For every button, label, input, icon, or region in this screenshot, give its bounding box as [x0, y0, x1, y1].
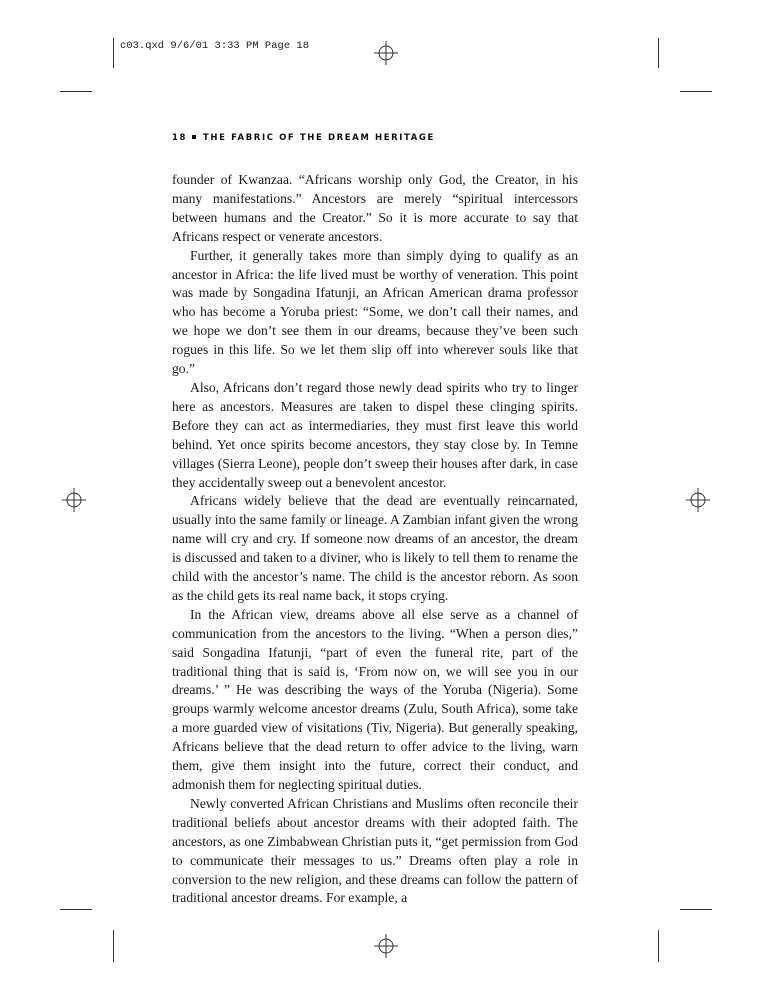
crop-mark-bottom-left-vertical [113, 930, 114, 962]
registration-mark-top [374, 41, 398, 65]
paragraph: Further, it generally takes more than simply dying to qualify as an ancestor in Africa: the life lived must be worthy of veneration. This point was made by Songadina Ifatunji, an African American drama professor who has become a Yoruba priest: “Some, we don’t call their names, and we hope we don’t see them in our dreams, because they’ve been such rogues in this life. So we let them slip off into wherever souls like that go.” [172, 247, 578, 377]
crop-mark-bottom-right-vertical [658, 930, 659, 962]
crop-mark-top-left-horizontal [60, 91, 92, 92]
registration-mark-right [686, 488, 710, 512]
crop-mark-top-left-vertical [113, 38, 114, 68]
page-number: 18 [172, 133, 188, 143]
registration-mark-left [62, 488, 86, 512]
body-text [172, 171, 578, 908]
bullet-separator [192, 135, 196, 139]
paragraph: founder of Kwanzaa. “Africans worship only God, the Creator, in his many manifestations.” Ancestors are merely “spiritual intercessors between humans and the Creator.” So it is more accurate to say that Africans respect or venerate ancestors. [172, 172, 578, 244]
running-head-title: THE FABRIC OF THE DREAM HERITAGE [203, 133, 435, 143]
paragraph: Africans widely believe that the dead are eventually reincarnated, usually into the same family or lineage. A Zambian infant given the wrong name will cry and cry. If someone now dreams of an ancestor, the dream is discussed and taken to a diviner, who is likely to tell them to rename the child with the ancestor’s name. The child is the ancestor reborn. As soon as the child gets its real name back, it stops crying. [172, 493, 578, 603]
crop-mark-top-right-horizontal [680, 91, 712, 92]
paragraph: Newly converted African Christians and Muslims often reconcile their traditional beliefs about ancestor dreams with their adopted faith. The ancestors, as one Zimbabwean Christian puts it, “get permission from God to communicate their messages to us.” Dreams often play a role in conversion to the new religion, and these dreams can follow the pattern of traditional ancestor dreams. For example, a [172, 795, 578, 906]
registration-mark-bottom [374, 934, 398, 958]
printer-slug-line: c03.qxd 9/6/01 3:33 PM Page 18 [120, 40, 310, 52]
paragraph: Also, Africans don’t regard those newly dead spirits who try to linger here as ancestors. Measures are taken to dispel these clinging spirits. Before they can act as intermediaries, they must first leave this world behind. Yet once spirits become ancestors, they stay close by. In Temne villages (Sierra Leone), people don’t sweep their houses after dark, in case they accidentally sweep out a benevolent ancestor. [172, 379, 578, 490]
crop-mark-bottom-left-horizontal [60, 909, 92, 910]
crop-mark-bottom-right-horizontal [680, 909, 712, 910]
paragraph: In the African view, dreams above all else serve as a channel of communication from the ancestors to the living. “When a person dies,” said Songadina Ifatunji, “part of even the funeral rite, part of the traditional thing that is said is, ‘From now on, we will see you in our dreams.’ ” He was describing the ways of the Yoruba (Nigeria). Some groups warmly welcome ancestor dreams (Zulu, South Africa), some take a more guarded view of visitations (Tiv, Nigeria). But generally speaking, Africans believe that the dead return to offer advice to the living, warn them, give them insight into the future, correct their conduct, and admonish them for neglecting spiritual duties. [172, 606, 578, 792]
running-head [172, 133, 578, 143]
crop-mark-top-right-vertical [658, 38, 659, 68]
